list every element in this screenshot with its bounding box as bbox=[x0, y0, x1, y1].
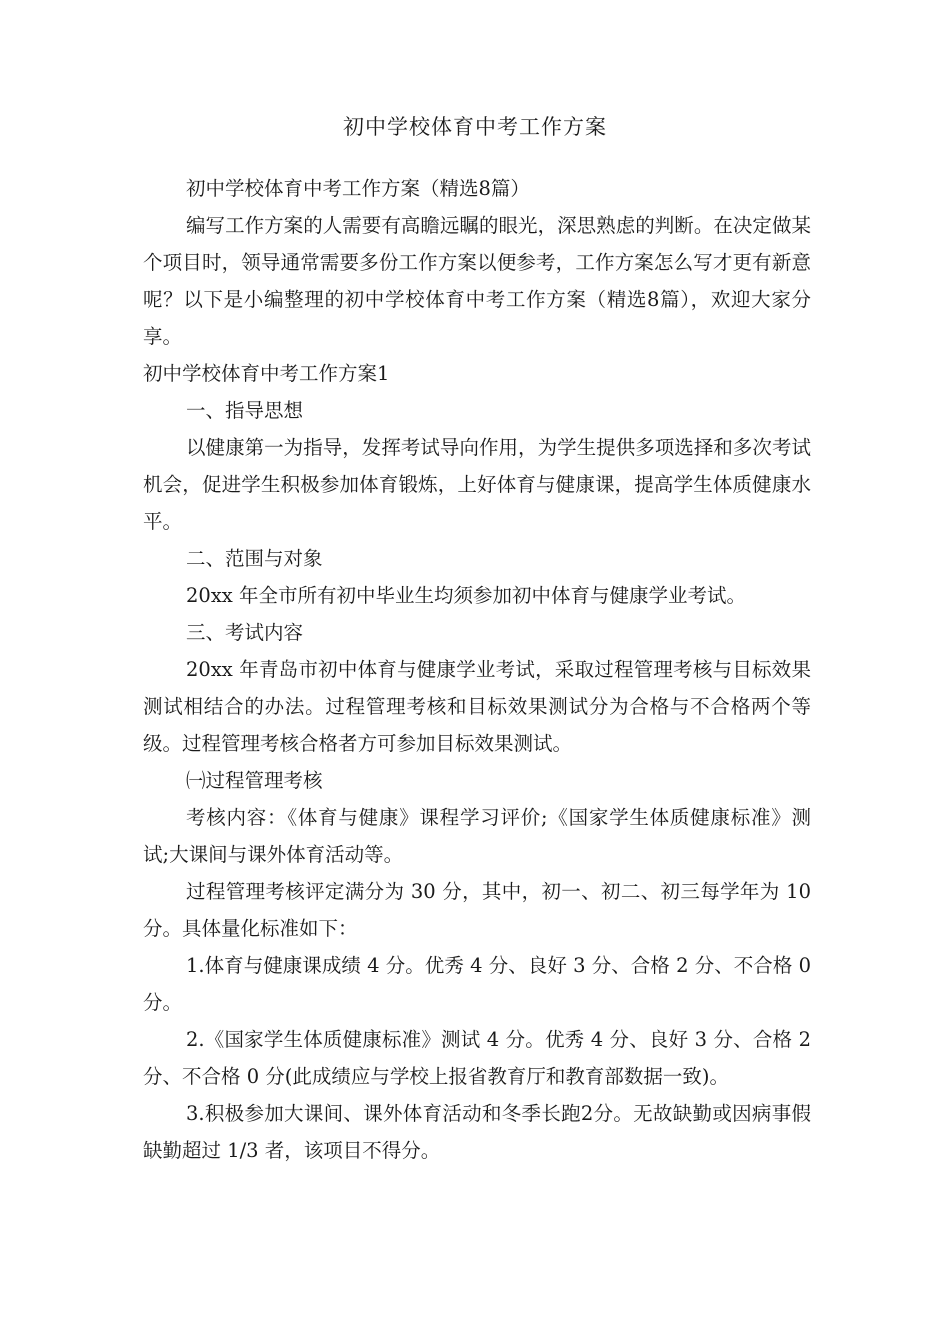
heading-guiding-ideology: 一、指导思想 bbox=[186, 399, 304, 422]
section-heading: 初中学校体育中考工作方案1 bbox=[143, 362, 390, 385]
body-paragraph: 20xx 年青岛市初中体育与健康学业考试，采取过程管理考核与目标效果测试相结合的办法。过程管理考核和目标效果测试分为合格与不合格两个等级。过程管理考核合格者方可参加目标效果测试。 bbox=[143, 658, 811, 755]
heading-scope: 二、范围与对象 bbox=[186, 547, 323, 570]
list-item: 2.《国家学生体质健康标准》测试 4 分。优秀 4 分、良好 3 分、合格 2 分、不合格 0 分(此成绩应与学校上报省教育厅和教育部数据一致)。 bbox=[143, 1028, 811, 1088]
intro-paragraph: 编写工作方案的人需要有高瞻远瞩的眼光，深思熟虑的判断。在决定做某个项目时，领导通常需要多份工作方案以便参考，工作方案怎么写才更有新意呢？以下是小编整理的初中学校体育中考工作方案（精选8篇），欢迎大家分享。 bbox=[143, 214, 811, 348]
heading-process-assessment: ㈠过程管理考核 bbox=[186, 769, 323, 792]
list-item: 1.体育与健康课成绩 4 分。优秀 4 分、良好 3 分、合格 2 分、不合格 0 分。 bbox=[143, 954, 811, 1014]
document-body bbox=[143, 170, 811, 1169]
body-paragraph: 考核内容：《体育与健康》课程学习评价;《国家学生体质健康标准》测试;大课间与课外体育活动等。 bbox=[143, 806, 811, 866]
list-item: 3.积极参加大课间、课外体育活动和冬季长跑2分。无故缺勤或因病事假缺勤超过 1/3 者，该项目不得分。 bbox=[143, 1102, 811, 1162]
body-paragraph: 以健康第一为指导，发挥考试导向作用，为学生提供多项选择和多次考试机会，促进学生积极参加体育锻炼，上好体育与健康课，提高学生体质健康水平。 bbox=[143, 436, 811, 533]
heading-exam-content: 三、考试内容 bbox=[186, 621, 304, 644]
body-paragraph: 20xx 年全市所有初中毕业生均须参加初中体育与健康学业考试。 bbox=[186, 584, 747, 607]
body-paragraph: 过程管理考核评定满分为 30 分，其中，初一、初二、初三每学年为 10 分。具体量化标准如下： bbox=[143, 880, 811, 940]
subtitle-paragraph: 初中学校体育中考工作方案（精选8篇） bbox=[186, 177, 530, 200]
document-title: 初中学校体育中考工作方案 bbox=[343, 115, 607, 139]
